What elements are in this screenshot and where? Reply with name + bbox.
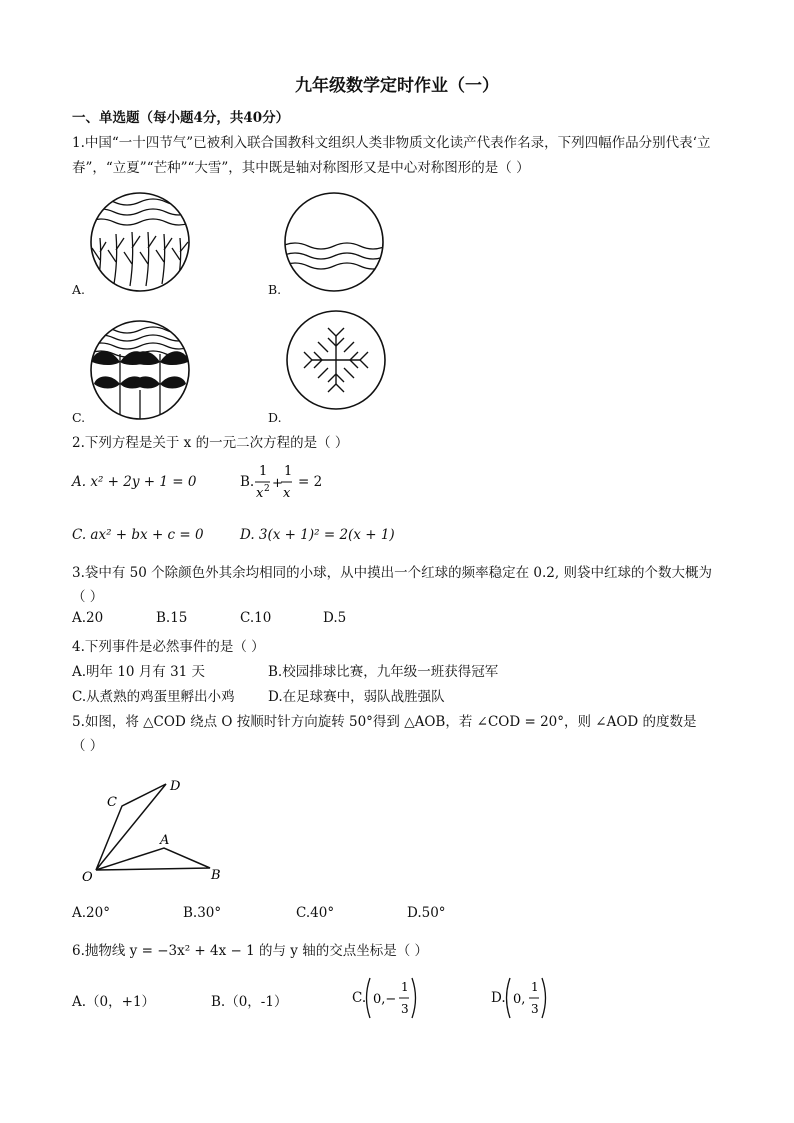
- q4-stem: 4.下列事件是必然事件的是（ ）: [72, 639, 265, 655]
- q2-option-b-label: B.: [240, 474, 255, 490]
- svg-text:1: 1: [259, 464, 268, 479]
- q1-option-d: D.: [268, 410, 282, 425]
- q3-line1: 3.袋中有 50 个除颜色外其余均相同的小球，从中摸出一个红球的频率稳定在 0.2, 则袋中红球的个数大概为: [72, 565, 712, 581]
- svg-text:3: 3: [401, 1002, 409, 1016]
- figure-d-snow-icon: [284, 308, 388, 412]
- svg-text:1: 1: [401, 980, 409, 994]
- q6-option-d-coordinate: [504, 976, 550, 1020]
- q3-line2: （ ）: [72, 589, 104, 605]
- q3-option-a: A.20: [72, 610, 104, 626]
- q6-stem: 6.抛物线 y = −3x² + 4x − 1 的与 y 轴的交点坐标是（ ）: [72, 943, 428, 959]
- point-b-label: B: [211, 868, 221, 883]
- q2-option-b-fractions: [254, 462, 294, 504]
- svg-text:3: 3: [531, 1002, 539, 1016]
- q6-option-b: B.（0，-1）: [211, 994, 288, 1010]
- q3-option-b: B.15: [156, 610, 188, 626]
- q5-option-b: B.30°: [183, 905, 222, 921]
- q1-line2: 春”，“立夏”“芒种”“大雪”，其中既是轴对称图形又是中心对称图形的是（ ）: [72, 160, 530, 176]
- q1-option-a: A.: [72, 282, 86, 297]
- q5-line2: （ ）: [72, 738, 104, 754]
- point-c-label: C: [107, 795, 117, 810]
- q3-option-d: D.5: [323, 610, 347, 626]
- section-heading: 一、单选题（每小题4分，共40分）: [72, 110, 290, 126]
- q1-option-b: B.: [268, 282, 282, 297]
- q4-option-a: A.明年 10 月有 31 天: [72, 664, 206, 680]
- q4-option-b: B.校园排球比赛，九年级一班获得冠军: [268, 664, 499, 680]
- q4-option-d: D.在足球赛中，弱队战胜强队: [268, 689, 445, 705]
- q5-option-d: D.50°: [407, 905, 446, 921]
- svg-text:x: x: [256, 486, 264, 501]
- q6-option-a: A.（0，+1）: [72, 994, 156, 1010]
- figure-c-grain-icon: [88, 318, 192, 422]
- q2-option-c: C. ax² + bx + c = 0: [72, 527, 204, 543]
- q5-line1: 5.如图，将 △COD 绕点 O 按顺时针方向旋转 50°得到 △AOB，若 ∠COD = 20°，则 ∠AOD 的度数是: [72, 714, 697, 730]
- q2-option-b-rest: = 2: [298, 474, 323, 490]
- q5-option-c: C.40°: [296, 905, 335, 921]
- q1-line1: 1.中国“一十四节气”已被利入联合国教科文组织人类非物质文化读产代表作名录，下列四幅作品分别代表‘立: [72, 135, 711, 151]
- q1-option-c: C.: [72, 410, 86, 425]
- svg-text:1: 1: [284, 464, 293, 479]
- q2-stem: 2.下列方程是关于 x 的一元二次方程的是（ ）: [72, 435, 349, 451]
- svg-text:x: x: [283, 486, 291, 501]
- q5-triangle-figure: [70, 770, 240, 886]
- point-o-label: O: [82, 870, 93, 885]
- q5-option-a: A.20°: [72, 905, 110, 921]
- svg-text:0,−: 0,−: [373, 992, 397, 1007]
- q2-option-d: D. 3(x + 1)² = 2(x + 1): [240, 527, 395, 543]
- svg-text:0,: 0,: [513, 992, 526, 1007]
- page-title: 九年级数学定时作业（一）: [295, 76, 499, 96]
- q6-option-c-label: C.: [352, 990, 367, 1006]
- figure-a-spring-icon: [88, 190, 192, 294]
- svg-text:+: +: [272, 476, 283, 491]
- svg-text:2: 2: [264, 484, 270, 494]
- q2-option-a: A. x² + 2y + 1 = 0: [72, 474, 197, 490]
- point-d-label: D: [170, 779, 181, 794]
- figure-b-summer-icon: [282, 190, 386, 294]
- q4-option-c: C.从煮熟的鸡蛋里孵出小鸡: [72, 689, 235, 705]
- q3-option-c: C.10: [240, 610, 272, 626]
- point-a-label: A: [160, 833, 170, 848]
- svg-text:1: 1: [531, 980, 539, 994]
- q6-option-d-label: D.: [491, 990, 506, 1006]
- q6-option-c-coordinate: [364, 976, 420, 1020]
